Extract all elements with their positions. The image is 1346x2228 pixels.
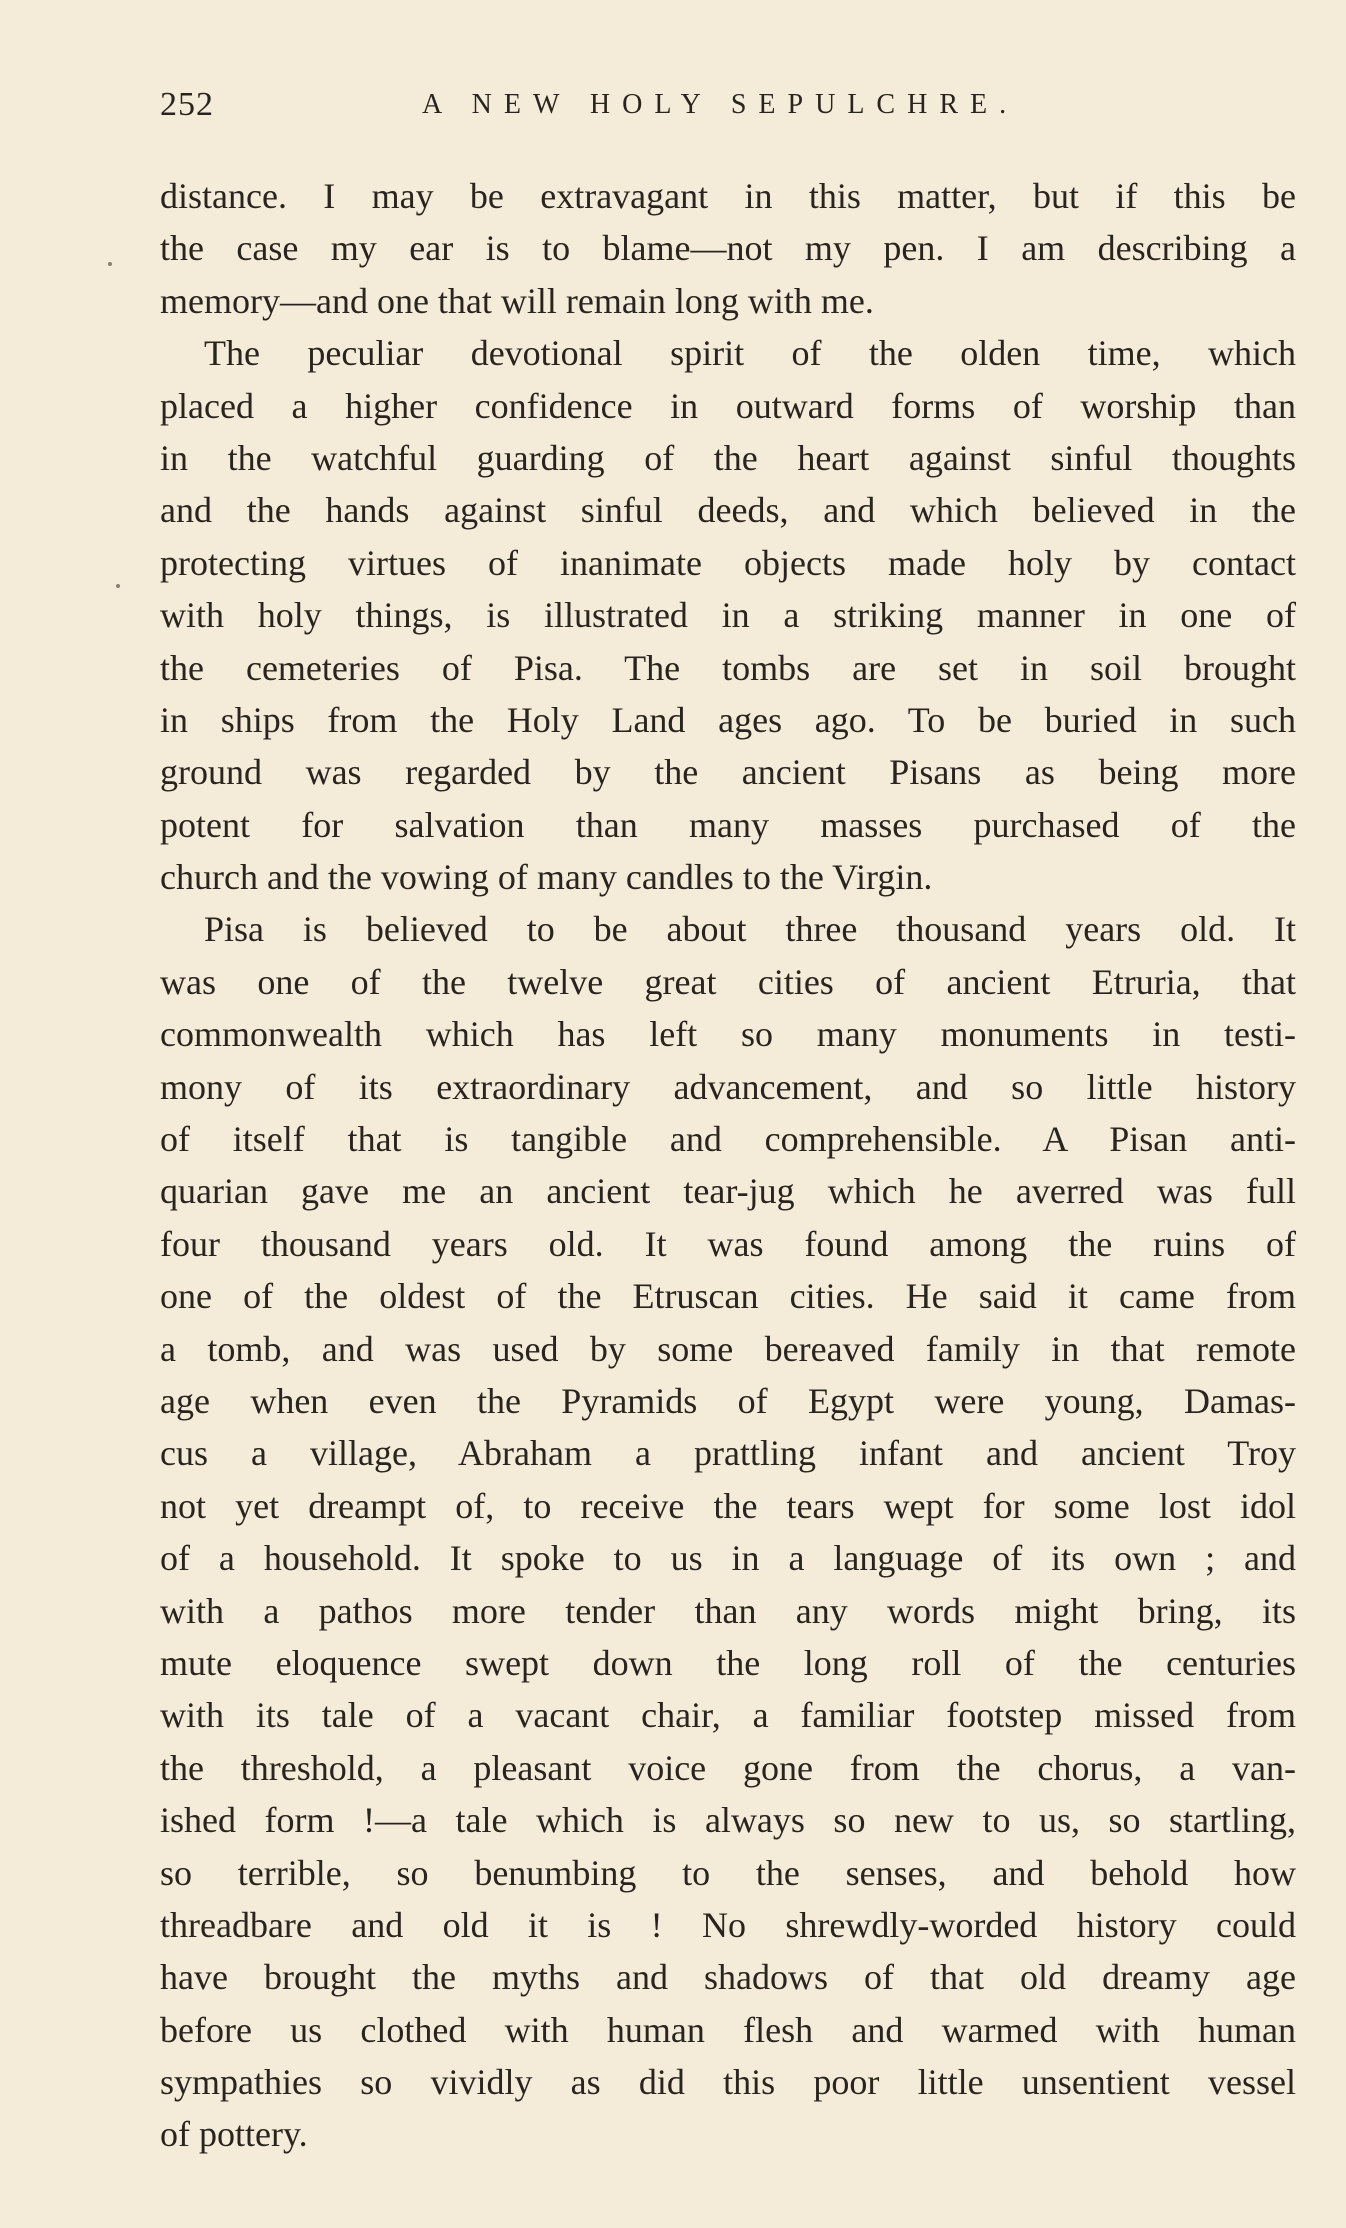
text-line: threadbare and old it is ! No shrewdly-worded history could (160, 1904, 1296, 1945)
body-text (160, 170, 1296, 2161)
text-line: protecting virtues of inanimate objects made holy by contact (160, 542, 1296, 583)
text-line: church and the vowing of many candles to the Virgin. (160, 857, 933, 898)
text-line: ground was regarded by the ancient Pisans as being more (160, 752, 1296, 793)
text-line: have brought the myths and shadows of that old dreamy age (160, 1957, 1296, 1998)
text-line: the threshold, a pleasant voice gone from the chorus, a van- (160, 1747, 1296, 1788)
text-line: and the hands against sinful deeds, and which believed in the (160, 490, 1296, 531)
running-title: A NEW HOLY SEPULCHRE. (422, 89, 1019, 120)
text-line: The peculiar devotional spirit of the olden time, which (204, 333, 1296, 374)
text-line: cus a village, Abraham a prattling infant and ancient Troy (160, 1433, 1296, 1474)
text-line: four thousand years old. It was found among the ruins of (160, 1223, 1296, 1264)
text-line: mute eloquence swept down the long roll of the centuries (160, 1642, 1296, 1683)
margin-speck (116, 584, 120, 588)
text-line: distance. I may be extravagant in this matter, but if this be (160, 176, 1296, 216)
text-line: with its tale of a vacant chair, a familiar footstep missed from (160, 1695, 1296, 1736)
text-line: age when even the Pyramids of Egypt were young, Damas- (160, 1380, 1296, 1421)
margin-speck (108, 262, 112, 266)
text-line: memory—and one that will remain long with me. (160, 280, 874, 321)
text-line: was one of the twelve great cities of ancient Etruria, that (160, 961, 1296, 1002)
text-line: Pisa is believed to be about three thousand years old. It (204, 909, 1296, 950)
text-line: of pottery. (160, 2114, 308, 2155)
text-line: before us clothed with human flesh and warmed with human (160, 2009, 1296, 2050)
text-line: in the watchful guarding of the heart against sinful thoughts (160, 437, 1296, 478)
text-line: of a household. It spoke to us in a language of its own ; and (160, 1538, 1296, 1579)
text-line: so terrible, so benumbing to the senses, and behold how (160, 1852, 1296, 1893)
text-line: of itself that is tangible and comprehensible. A Pisan anti- (160, 1119, 1296, 1160)
text-line: with holy things, is illustrated in a striking manner in one of (160, 595, 1296, 636)
text-line: in ships from the Holy Land ages ago. To be buried in such (160, 699, 1296, 740)
text-line: the case my ear is to blame—not my pen. I am describing a (160, 228, 1296, 269)
text-line: ished form !—a tale which is always so new to us, so startling, (160, 1800, 1296, 1841)
page-number: 252 (160, 86, 214, 123)
text-line: the cemeteries of Pisa. The tombs are set in soil brought (160, 647, 1296, 688)
text-line: with a pathos more tender than any words might bring, its (160, 1590, 1296, 1631)
text-line: not yet dreampt of, to receive the tears wept for some lost idol (160, 1485, 1296, 1526)
text-line: quarian gave me an ancient tear-jug which he averred was full (160, 1171, 1296, 1212)
text-line: sympathies so vividly as did this poor little unsentient vessel (160, 2062, 1296, 2103)
text-line: commonwealth which has left so many monuments in testi- (160, 1014, 1296, 1055)
text-line: a tomb, and was used by some bereaved family in that remote (160, 1328, 1296, 1369)
text-line: one of the oldest of the Etruscan cities. He said it came from (160, 1276, 1296, 1317)
page-header (160, 86, 1290, 146)
text-line: placed a higher confidence in outward forms of worship than (160, 385, 1296, 426)
text-line: mony of its extraordinary advancement, and so little history (160, 1066, 1296, 1107)
text-line: potent for salvation than many masses purchased of the (160, 804, 1296, 845)
